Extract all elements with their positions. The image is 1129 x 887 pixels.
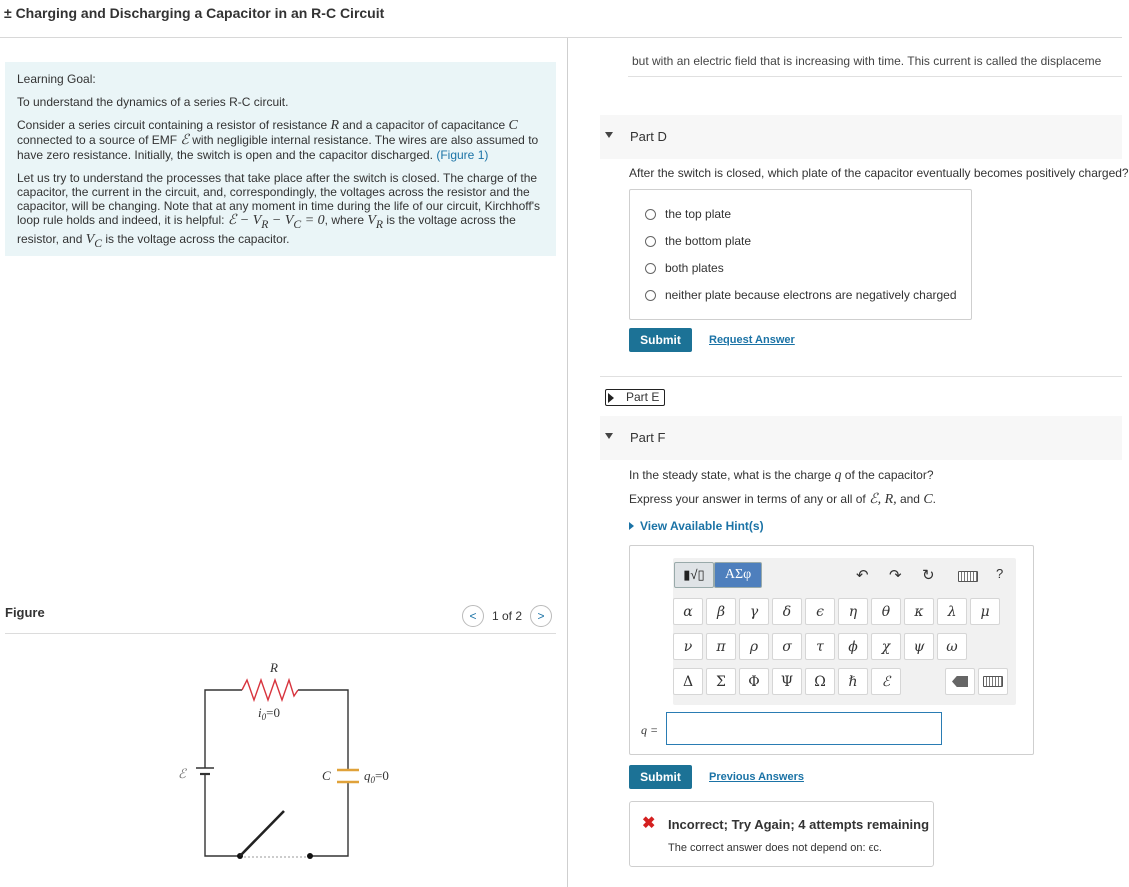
wire-top-left [205,690,242,740]
eq-sub: C [293,217,302,231]
greek-key-chi[interactable]: χ [871,633,901,660]
sym-sub: C [94,236,103,250]
option-both-plates[interactable] [645,261,724,275]
radio-button[interactable] [645,290,656,301]
option-label: neither plate because electrons are negatively charged [665,288,957,302]
kirchhoff-equation [227,213,325,231]
symbol-VR [367,213,384,231]
view-hints-link[interactable] [629,519,764,533]
answer-input[interactable] [666,712,942,745]
math-answer-editor [629,545,1034,755]
greek-key-lambda[interactable]: λ [937,598,967,625]
label-i0 [258,705,280,722]
greek-key-pi[interactable]: π [706,633,736,660]
symbol-list: ℰ, R, [869,492,897,507]
feedback-title: Incorrect; Try Again; 4 attempts remaining [668,817,930,832]
part-e-label: Part E [626,390,660,404]
clipped-text: but with an electric field that is increasing with time. This current is called the displaceme [632,54,1102,68]
page-title: ± Charging and Discharging a Capacitor in an R-C Circuit [4,5,385,21]
redo-icon[interactable]: ↷ [889,567,902,584]
greek-key-Omega[interactable]: Ω [805,668,835,695]
part-d-submit-button[interactable]: Submit [629,328,692,352]
incorrect-x-icon: ✖ [642,815,656,832]
radio-button[interactable] [645,263,656,274]
text-span: connected to a source of EMF [17,133,181,147]
templates-button[interactable]: ▮√▯ [674,562,714,588]
radio-button[interactable] [645,236,656,247]
sym-sub: R [375,217,384,231]
greek-key-kappa[interactable]: κ [904,598,934,625]
help-icon[interactable]: ? [996,566,1004,581]
symbol-VC [85,231,103,250]
collapse-triangle-icon [605,132,613,138]
keyboard-shortcuts-icon[interactable] [958,571,978,582]
symbol-C: C [923,492,933,507]
greek-key-mu[interactable]: μ [970,598,1000,625]
part-f-instructions [629,491,936,508]
sym: V [367,213,376,228]
option-label: both plates [665,261,724,275]
sym: V [85,231,95,247]
greek-key-nu[interactable]: ν [673,633,703,660]
label-q0-eq: =0 [375,768,389,783]
eq-part: = 0 [301,213,325,228]
figure-pager [462,605,552,627]
label-q0-sub: 0 [370,775,375,785]
previous-answers-link[interactable]: Previous Answers [709,771,804,783]
eq-sub: R [261,217,269,231]
figure-page-count: 1 of 2 [492,609,523,623]
greek-key-delta[interactable]: δ [772,598,802,625]
undo-icon[interactable]: ↶ [856,567,869,584]
option-neither-plate[interactable] [645,288,957,302]
circuit-description [17,118,544,162]
text-span: is the voltage across the capacitor. [102,231,290,246]
request-answer-link[interactable]: Request Answer [709,334,795,346]
symbol-key-emf[interactable]: ℰ [871,668,901,695]
option-top-plate[interactable] [645,207,731,221]
text-span: In the steady state, what is the charge [629,468,835,482]
label-emf: ℰ [178,766,186,781]
greek-key-sigma[interactable]: σ [772,633,802,660]
greek-key-epsilon[interactable]: ϵ [805,598,835,625]
clipped-previous-text [632,54,1102,70]
greek-key-omega[interactable]: ω [937,633,967,660]
collapse-triangle-icon [605,433,613,439]
answer-label: q = [641,723,659,737]
wire-right-bottom [310,782,348,856]
greek-key-tau[interactable]: τ [805,633,835,660]
greek-key-Sigma[interactable]: Σ [706,668,736,695]
learning-goal-panel [5,62,556,256]
delete-key[interactable] [945,668,975,695]
questions-column [568,38,1129,887]
greek-letters-button[interactable]: ΑΣφ [714,562,762,588]
part-e-header[interactable] [605,389,665,406]
text-span: . [932,492,937,506]
title-bar [0,0,1122,38]
switch-contact [307,853,313,859]
text-span: Express your answer in terms of any or all of [629,492,870,506]
label-i0-eq: =0 [266,705,280,720]
expand-triangle-icon [608,393,614,403]
part-d-options [629,189,972,320]
wire-left-bottom [205,778,240,856]
text-span: Let us try to understand the processes that take place after the switch is closed. The charge of the capacitor, the current in the circuit, and, correspondingly, the voltages across the resistor and the capacitor, will be changing. Note that at any moment in time during the life of our circuit, Kirchhoff's loop rule holds and indeed, it is helpful: [17,171,541,227]
section-divider [600,376,1122,377]
part-d-label: Part D [630,129,667,144]
greek-key-Phi[interactable]: Φ [739,668,769,695]
symbol-key-hbar[interactable]: ℏ [838,668,868,695]
greek-key-phi[interactable]: ϕ [838,633,868,660]
part-d-header[interactable] [600,115,1122,159]
eq-part: ℰ − V [227,213,262,228]
text-span: of the capacitor? [841,468,934,482]
radio-button[interactable] [645,209,656,220]
part-f-submit-button[interactable]: Submit [629,765,692,789]
kirchhoff-description [17,171,544,251]
text-span: Consider a series circuit containing a resistor of resistance [17,118,331,132]
reset-icon[interactable]: ↻ [922,567,935,584]
feedback-message: The correct answer does not depend on: ϵc. [668,842,882,854]
symbol-palette [673,558,1016,705]
wire-top-right [298,690,348,770]
label-q0-main: q [364,768,371,783]
greek-key-gamma[interactable]: γ [739,598,769,625]
keyboard-icon [983,676,1003,687]
label-C: C [322,768,331,783]
text-span: with negligible internal resistance. The wires are also assumed to have zero resistance. Initially, the switch is open and the capacitor discharged. [17,133,539,162]
greek-key-Delta[interactable]: Δ [673,668,703,695]
greek-key-psi[interactable]: ψ [904,633,934,660]
option-label: the top plate [665,207,732,221]
figure-heading: Figure [5,605,45,620]
text-span: and [896,492,924,506]
greek-key-theta[interactable]: θ [871,598,901,625]
learning-goal-heading: Learning Goal: [17,72,96,86]
feedback-box [629,801,934,867]
eq-part: − V [268,213,294,228]
greek-key-alpha[interactable]: α [673,598,703,625]
text-span: and a capacitor of capacitance [339,118,509,132]
option-label: the bottom plate [665,234,752,248]
prev-figure-button[interactable]: < [462,605,484,627]
figure-link[interactable]: (Figure 1) [436,148,489,162]
part-f-label: Part F [630,430,666,445]
next-figure-button[interactable]: > [530,605,552,627]
section-divider [628,76,1122,77]
option-bottom-plate[interactable] [645,234,751,248]
text-span: is the voltage across the resistor, and [17,213,516,246]
greek-key-Psi[interactable]: Ψ [772,668,802,695]
label-q0 [364,768,389,785]
keyboard-toggle-key[interactable] [978,668,1008,695]
symbol-C: C [508,118,518,133]
rc-circuit-diagram [170,650,410,870]
backspace-icon [952,676,968,687]
part-f-question [629,468,934,484]
symbol-R: R [330,118,340,133]
text-span: , where [324,213,368,227]
switch-blade [240,811,284,856]
resistor-symbol [242,680,298,700]
greek-key-beta[interactable]: β [706,598,736,625]
expand-triangle-icon [629,522,634,530]
hint-label: View Available Hint(s) [640,519,764,533]
greek-key-rho[interactable]: ρ [739,633,769,660]
part-f-header[interactable] [600,416,1122,460]
figure-divider [5,633,556,634]
symbol-emf: ℰ [180,133,189,148]
label-R: R [270,660,278,675]
label-i0-sub: 0 [261,712,267,722]
learning-goal-text: To understand the dynamics of a series R-C circuit. [17,95,289,109]
symbol-q: q [834,468,842,483]
greek-key-eta[interactable]: η [838,598,868,625]
part-d-question: After the switch is closed, which plate of the capacitor eventually becomes positively charged? [629,166,1129,180]
label-i0-main: i [258,705,262,720]
